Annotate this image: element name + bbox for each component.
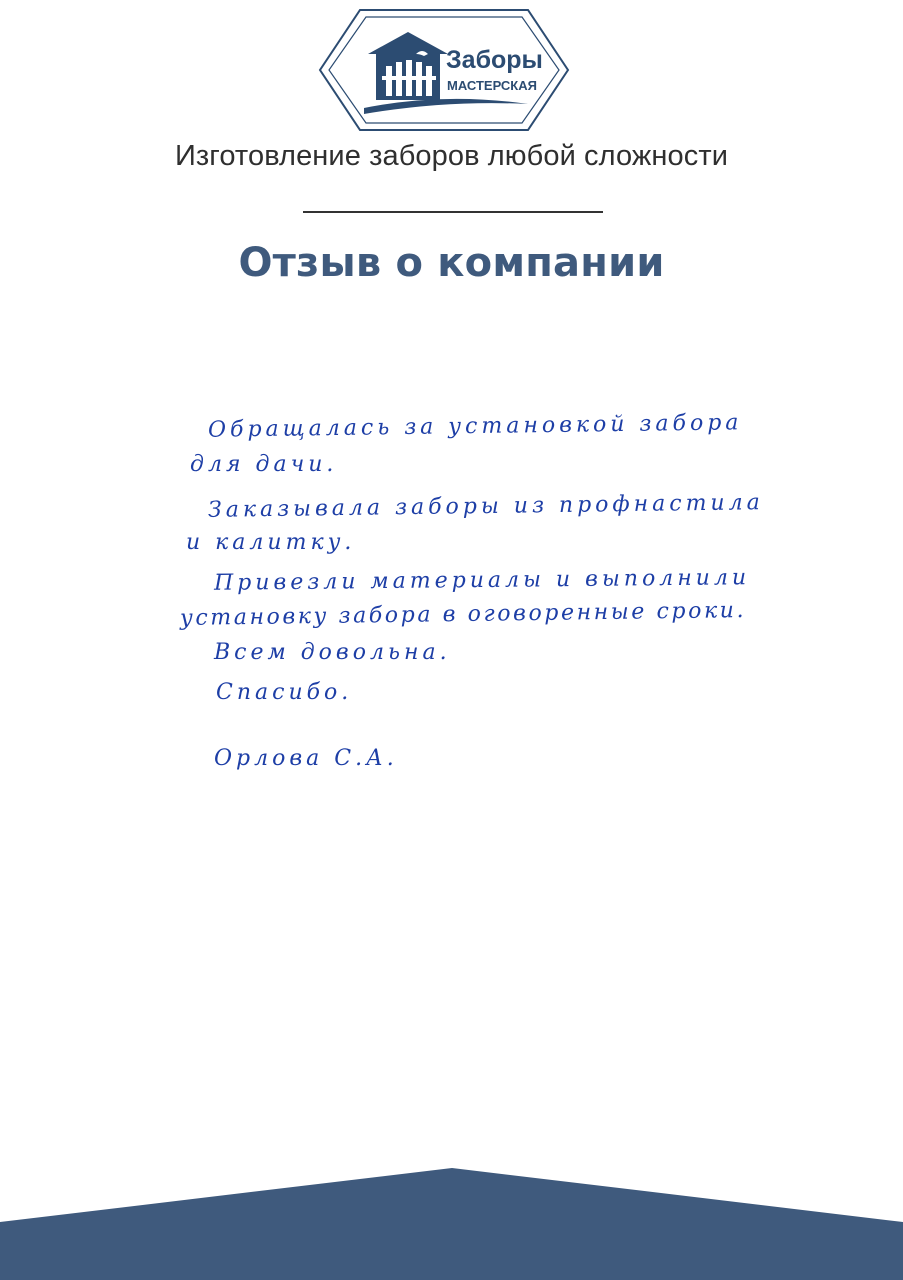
footer-band (0, 1160, 903, 1280)
review-line: Привезли материалы и выполнили (213, 565, 751, 596)
company-logo (316, 4, 572, 134)
handwritten-review (150, 390, 790, 860)
review-line: Заказывала заборы из профнастила (207, 490, 764, 523)
page-title: Отзыв о компании (238, 240, 665, 286)
review-line: Спасибо. (216, 680, 353, 705)
header-divider (303, 211, 603, 213)
logo-subtitle: МАСТЕРСКАЯ (447, 78, 537, 93)
review-line: Обращалась за установкой забора (207, 410, 743, 443)
review-line: Всем довольна. (214, 640, 451, 665)
review-signature: Орлова С.А. (214, 746, 398, 771)
review-line: установку забора в оговоренные сроки. (179, 598, 747, 631)
review-line: для дачи. (190, 452, 338, 477)
logo-title: Заборы (446, 46, 543, 74)
tagline: Изготовление заборов любой сложности (174, 140, 729, 172)
review-line: и калитку. (186, 530, 356, 555)
